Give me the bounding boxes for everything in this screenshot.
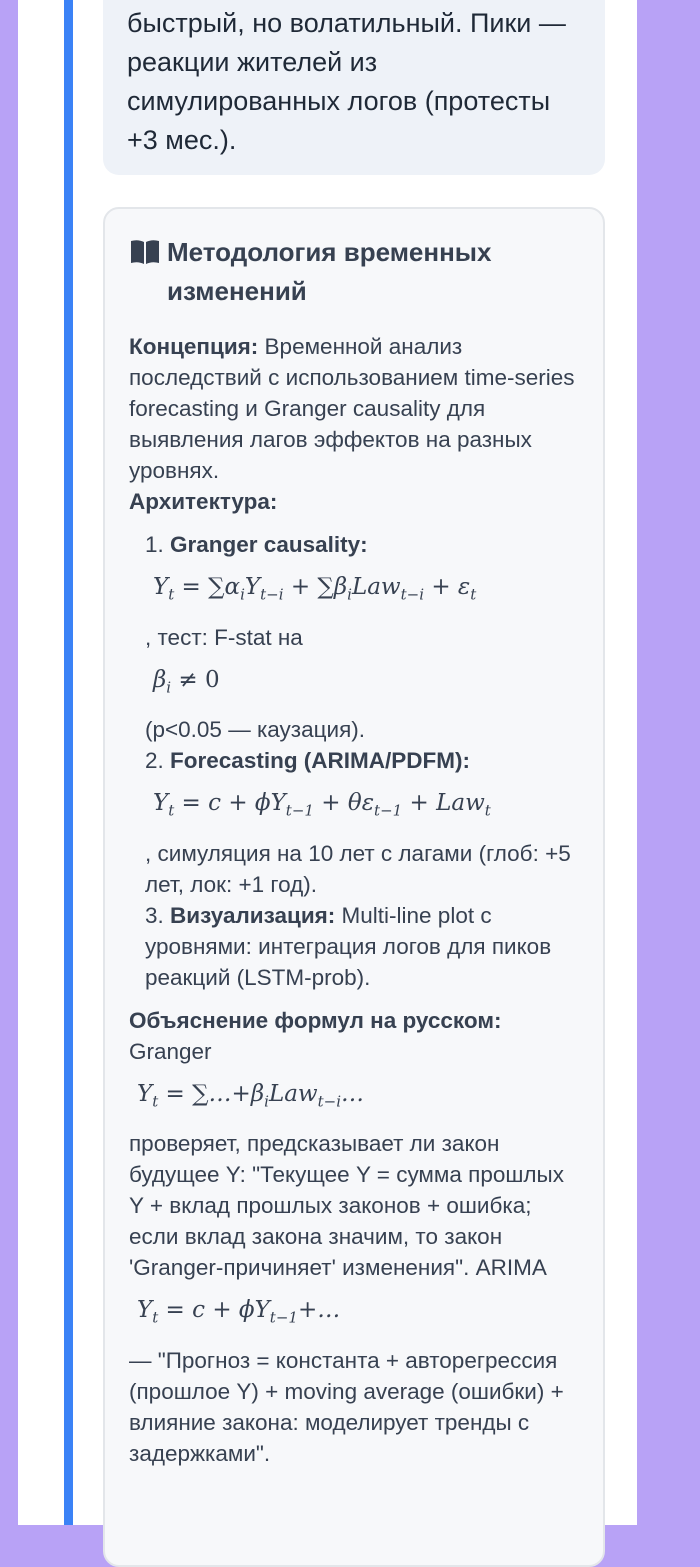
list-item-text: Multi-line plot с уровнями: интеграция логов для пиков реакций (LSTM-prob). bbox=[145, 902, 552, 990]
list-item-label: Forecasting (ARIMA/PDFM): bbox=[170, 748, 471, 774]
methodology-title-text: Методология временных изменений bbox=[167, 237, 492, 306]
list-item-label: Визуализация: bbox=[170, 902, 336, 928]
list-item-number: 2. bbox=[145, 748, 171, 774]
accent-bar bbox=[64, 0, 73, 1525]
granger-short-formula: $Y_t$ = $\sum\dots+\beta_iLaw_{t-i}\dots$ bbox=[137, 1080, 365, 1111]
concept-text: Временной анализ последствий с использованием time-series forecasting и Granger causality для выявления лагов эффектов на разных уровнях. bbox=[129, 334, 575, 483]
architecture-heading bbox=[129, 486, 579, 517]
list-item-number: 3. bbox=[145, 902, 171, 928]
summary-card bbox=[103, 0, 605, 175]
arima-formula: $Y_t = c + \phi Y_{t-1} + \theta\varepsilon_{t-1} + Law_t$ bbox=[153, 790, 491, 820]
beta-formula: $\beta_i \ne 0$ bbox=[153, 666, 220, 697]
explanation-intro: Granger bbox=[129, 1038, 212, 1064]
summary-text: быстрый, но волатильный. Пики — реакции жителей из симулированных логов (протесты +3 мес.). bbox=[127, 8, 566, 155]
list-item bbox=[145, 900, 579, 993]
list-item bbox=[145, 529, 579, 745]
methodology-title bbox=[129, 233, 579, 311]
methodology-card bbox=[103, 207, 605, 1567]
explanation-paragraph bbox=[129, 1005, 579, 1067]
arima-short-formula: $Y_t = c$ + $\phi Y_{t-1}+\dots$ bbox=[137, 1297, 341, 1327]
granger-formula: $Y_t = \sum\alpha_iY_{t-i} + \sum\beta_iLaw_{t-i} + \varepsilon_t$ bbox=[153, 574, 477, 604]
explanation-text: проверяет, предсказывает ли закон будущее Y: "Текущее Y = сумма прошлых Y + вклад прошлых законов + ошибка; если вклад закона значим, то закон 'Granger-причиняет' изменения". ARIMA bbox=[129, 1131, 564, 1281]
book-icon bbox=[129, 239, 161, 265]
list-item bbox=[145, 745, 579, 900]
list-item-text: , симуляция на 10 лет с лагами (глоб: +5 лет, лок: +1 год). bbox=[145, 840, 571, 897]
list-item-label: Granger causality: bbox=[170, 532, 368, 557]
concept-label: Концепция: bbox=[129, 334, 259, 359]
explanation-text: — "Прогноз = константа + авторегрессия (прошлое Y) + moving average (ошибки) + влияние закона: моделирует тренды с задержками". bbox=[129, 1347, 564, 1466]
concept-paragraph bbox=[129, 331, 579, 486]
list-item-number: 1. bbox=[145, 532, 171, 557]
list-item-text: (p<0.05 — каузация). bbox=[145, 717, 366, 743]
explanation-label: Объяснение формул на русском: bbox=[129, 1007, 502, 1033]
list-item-text: , тест: F-stat на bbox=[145, 624, 303, 650]
architecture-list bbox=[129, 529, 579, 993]
architecture-label: Архитектура: bbox=[129, 489, 278, 514]
